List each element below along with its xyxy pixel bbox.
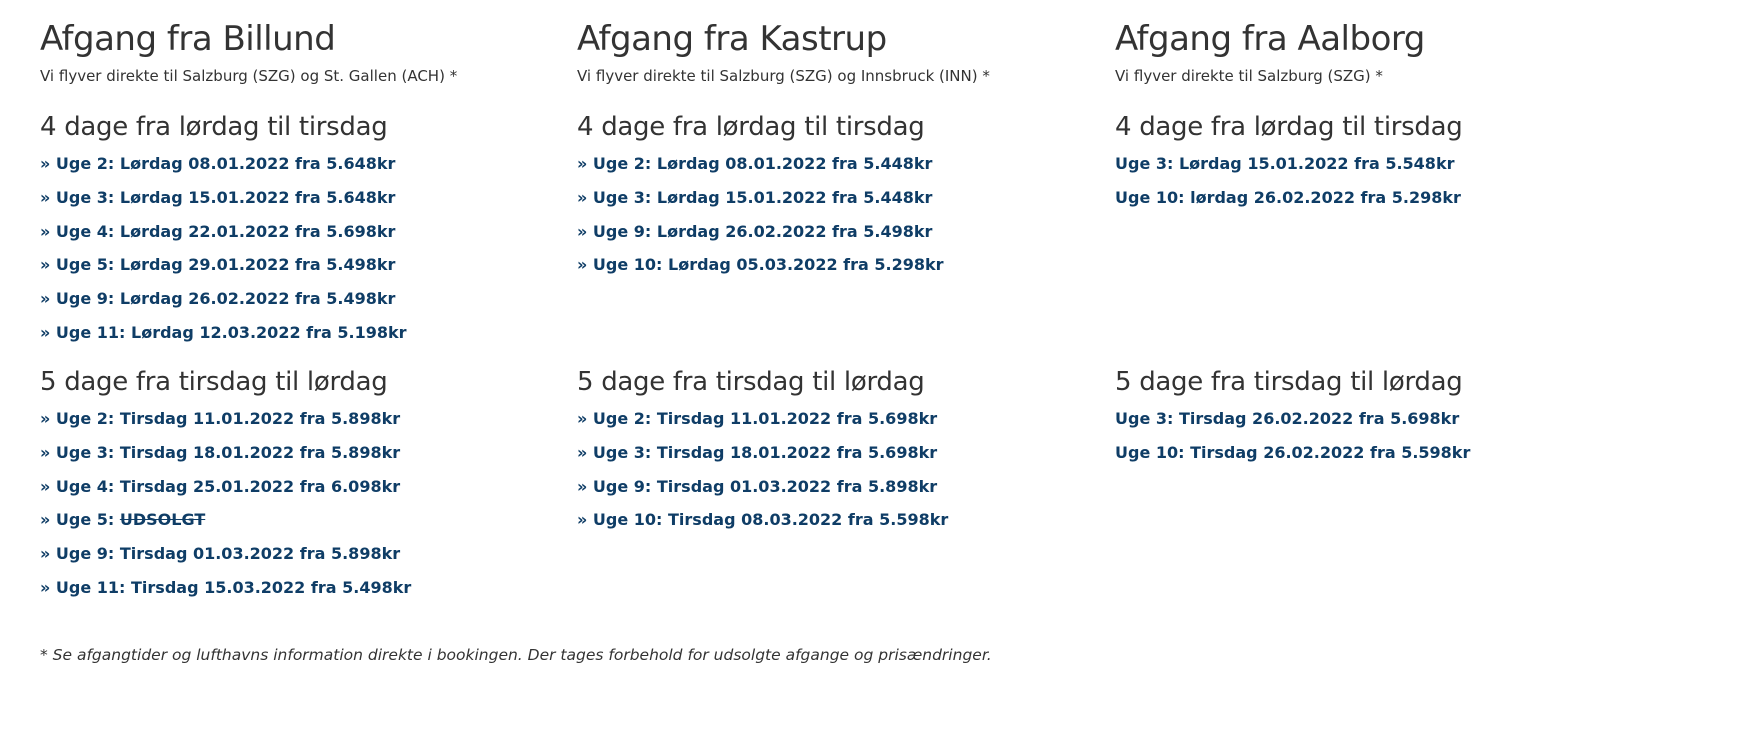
- departure-link[interactable]: » Uge 3: Lørdag 15.01.2022 fra 5.448kr: [577, 187, 933, 207]
- column-aalborg: [1115, 19, 1635, 462]
- list-item: [1115, 147, 1635, 181]
- departure-prefix: » Uge 5:: [40, 510, 120, 530]
- list-item: [577, 470, 948, 504]
- departure-list: [1115, 147, 1635, 215]
- list-item: [40, 436, 411, 470]
- departure-link[interactable]: » Uge 11: Lørdag 12.03.2022 fra 5.198kr: [40, 322, 407, 342]
- departure-link[interactable]: » Uge 2: Lørdag 08.01.2022 fra 5.448kr: [577, 154, 933, 173]
- route-info: Vi flyver direkte til Salzburg (SZG) og St. Gallen (ACH) *: [40, 67, 458, 85]
- section-heading: 4 dage fra lørdag til tirsdag: [577, 112, 925, 142]
- footnote: * Se afgangtider og lufthavns information direkte i bookingen. Der tages forbehold for udsolgte afgange og prisændringer.: [40, 646, 992, 664]
- departure-link[interactable]: » Uge 4: Tirsdag 25.01.2022 fra 6.098kr: [40, 476, 401, 496]
- departure-link[interactable]: » Uge 10: Tirsdag 08.03.2022 fra 5.598kr: [577, 510, 949, 530]
- list-item: [40, 503, 411, 537]
- section-heading: 5 dage fra tirsdag til lørdag: [40, 367, 388, 397]
- departure-link-soldout[interactable]: [40, 510, 205, 529]
- departure-list: [40, 402, 411, 605]
- list-item: [40, 470, 411, 504]
- departure-list: [577, 147, 1097, 282]
- section-5-dage: [40, 362, 411, 605]
- list-item: [40, 248, 560, 282]
- section-5-dage: [1115, 362, 1470, 470]
- list-item: [1115, 402, 1470, 436]
- departure-link[interactable]: » Uge 9: Tirsdag 01.03.2022 fra 5.898kr: [40, 544, 401, 564]
- departure-link[interactable]: Uge 3: Tirsdag 26.02.2022 fra 5.698kr: [1115, 409, 1460, 428]
- section-heading: 4 dage fra lørdag til tirsdag: [1115, 112, 1463, 142]
- section-heading: 5 dage fra tirsdag til lørdag: [577, 367, 925, 397]
- section-4-dage: [577, 107, 1097, 282]
- list-item: [577, 436, 948, 470]
- departure-link[interactable]: » Uge 4: Lørdag 22.01.2022 fra 5.698kr: [40, 221, 396, 241]
- departure-link[interactable]: » Uge 5: Lørdag 29.01.2022 fra 5.498kr: [40, 255, 396, 275]
- list-item: [577, 248, 1097, 282]
- list-item: [40, 537, 411, 571]
- list-item: [40, 147, 560, 181]
- list-item: [40, 181, 560, 215]
- departure-list: [1115, 402, 1470, 470]
- route-info: Vi flyver direkte til Salzburg (SZG) og Innsbruck (INN) *: [577, 67, 990, 85]
- section-4-dage: [40, 107, 560, 350]
- departure-link[interactable]: » Uge 11: Tirsdag 15.03.2022 fra 5.498kr: [40, 577, 412, 597]
- airport-heading: Afgang fra Kastrup: [577, 19, 887, 59]
- departure-link[interactable]: Uge 10: lørdag 26.02.2022 fra 5.298kr: [1115, 187, 1461, 207]
- column-kastrup: [577, 19, 1097, 530]
- departure-link[interactable]: Uge 3: Lørdag 15.01.2022 fra 5.548kr: [1115, 154, 1455, 173]
- list-item: [40, 571, 411, 605]
- departure-link[interactable]: » Uge 2: Tirsdag 11.01.2022 fra 5.898kr: [40, 409, 401, 428]
- section-heading: 4 dage fra lørdag til tirsdag: [40, 112, 388, 142]
- list-item: [40, 282, 560, 316]
- departure-link[interactable]: Uge 10: Tirsdag 26.02.2022 fra 5.598kr: [1115, 442, 1471, 462]
- soldout-label: UDSOLGT: [119, 510, 206, 530]
- departure-link[interactable]: » Uge 2: Tirsdag 11.01.2022 fra 5.698kr: [577, 409, 938, 428]
- section-5-dage: [577, 362, 948, 537]
- section-4-dage: [1115, 107, 1635, 215]
- departure-link[interactable]: » Uge 9: Lørdag 26.02.2022 fra 5.498kr: [577, 221, 933, 241]
- departure-link[interactable]: » Uge 3: Lørdag 15.01.2022 fra 5.648kr: [40, 187, 396, 207]
- airport-heading: Afgang fra Billund: [40, 19, 336, 59]
- departure-list: [40, 147, 560, 350]
- list-item: [577, 402, 948, 436]
- departure-link[interactable]: » Uge 10: Lørdag 05.03.2022 fra 5.298kr: [577, 255, 944, 275]
- list-item: [40, 215, 560, 249]
- route-info: Vi flyver direkte til Salzburg (SZG) *: [1115, 67, 1383, 85]
- list-item: [577, 181, 1097, 215]
- section-heading: 5 dage fra tirsdag til lørdag: [1115, 367, 1463, 397]
- departure-link[interactable]: » Uge 9: Lørdag 26.02.2022 fra 5.498kr: [40, 289, 396, 309]
- departure-link[interactable]: » Uge 9: Tirsdag 01.03.2022 fra 5.898kr: [577, 476, 938, 496]
- list-item: [577, 147, 1097, 181]
- departure-link[interactable]: » Uge 3: Tirsdag 18.01.2022 fra 5.898kr: [40, 442, 401, 462]
- departure-link[interactable]: » Uge 2: Lørdag 08.01.2022 fra 5.648kr: [40, 154, 396, 173]
- list-item: [1115, 436, 1470, 470]
- list-item: [577, 215, 1097, 249]
- column-billund: [40, 19, 560, 597]
- departure-list: [577, 402, 948, 537]
- list-item: [40, 316, 560, 350]
- airport-heading: Afgang fra Aalborg: [1115, 19, 1425, 59]
- list-item: [577, 503, 948, 537]
- departure-link[interactable]: » Uge 3: Tirsdag 18.01.2022 fra 5.698kr: [577, 442, 938, 462]
- list-item: [40, 402, 411, 436]
- list-item: [1115, 181, 1635, 215]
